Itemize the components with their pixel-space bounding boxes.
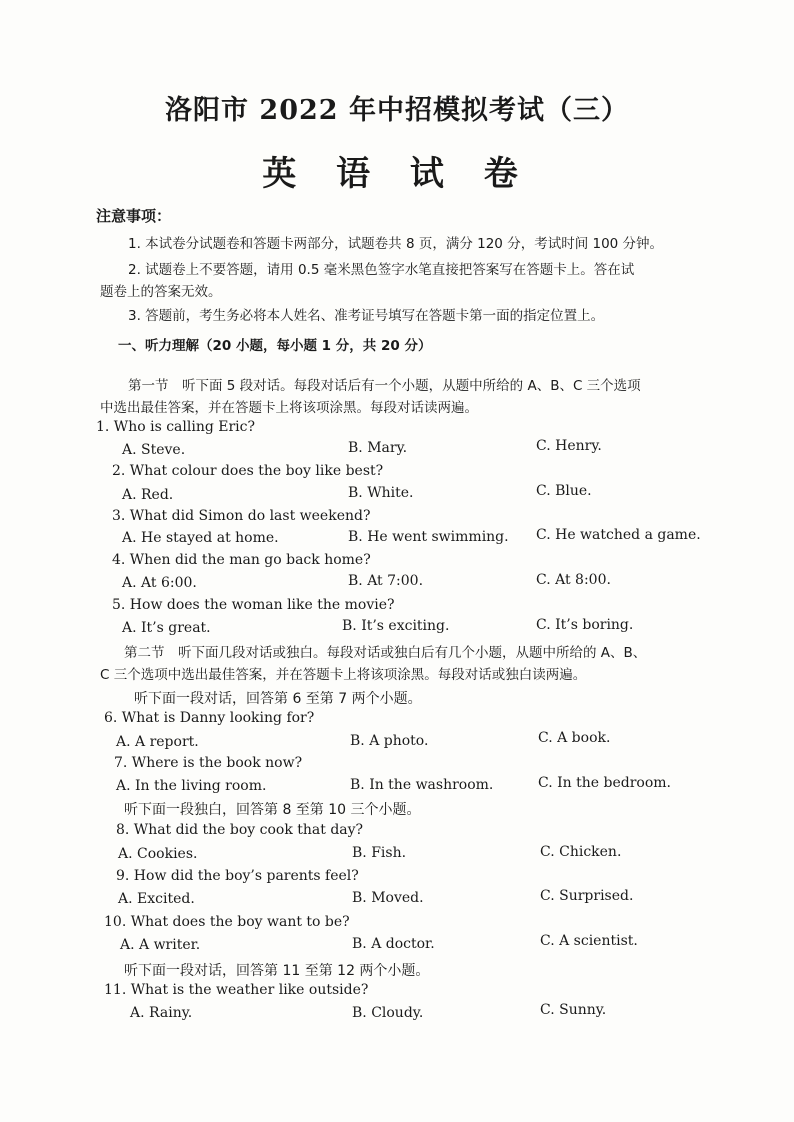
option-b: B. A photo. (350, 733, 429, 749)
option-a: A. Cookies. (118, 846, 198, 862)
notice-item: 3. 答题前，考生务必将本人姓名、准考证号填写在答题卡第一面的指定位置上。 (128, 308, 605, 324)
question: 3. What did Simon do last weekend? (112, 508, 371, 524)
question: 5. How does the woman like the movie? (112, 597, 395, 613)
option-c: C. He watched a game. (536, 527, 701, 543)
option-c: C. Chicken. (540, 844, 622, 860)
notice-item: 1. 本试卷分试题卷和答题卡两部分，试题卷共 8 页，满分 120 分，考试时间 100 分钟。 (128, 236, 664, 252)
option-a: A. Steve. (122, 442, 186, 458)
sub-intro: 听下面一段对话，回答第 6 至第 7 两个小题。 (134, 691, 422, 707)
option-c: C. A scientist. (540, 933, 638, 949)
option-b: B. A doctor. (352, 936, 435, 952)
option-b: B. He went swimming. (348, 529, 509, 545)
option-a: A. At 6:00. (122, 575, 197, 591)
part2-intro: C 三个选项中选出最佳答案，并在答题卡上将该项涂黑。每段对话或独白读两遍。 (100, 667, 587, 683)
part1-intro: 第一节 听下面 5 段对话。每段对话后有一个小题，从题中所给的 A、B、C 三个选项 (128, 378, 641, 394)
notice-heading: 注意事项： (96, 207, 172, 225)
question: 10. What does the boy want to be? (104, 914, 350, 930)
option-c: C. Henry. (536, 438, 602, 454)
option-c: C. Surprised. (540, 888, 634, 904)
sub-intro: 听下面一段独白，回答第 8 至第 10 三个小题。 (124, 802, 421, 818)
option-c: C. It’s boring. (536, 617, 634, 633)
option-a: A. A report. (116, 734, 199, 750)
option-a: A. A writer. (120, 937, 201, 953)
option-a: A. It’s great. (122, 620, 211, 636)
part1-intro: 中选出最佳答案，并在答题卡上将该项涂黑。每段对话读两遍。 (100, 400, 478, 416)
option-b: B. At 7:00. (348, 573, 424, 589)
option-b: B. Cloudy. (352, 1005, 424, 1021)
question: 1. Who is calling Eric? (96, 419, 255, 435)
notice-item: 题卷上的答案无效。 (100, 284, 222, 300)
question: 4. When did the man go back home? (112, 552, 371, 568)
question: 7. Where is the book now? (114, 755, 303, 771)
option-a: A. He stayed at home. (122, 530, 279, 546)
option-c: C. Blue. (536, 483, 592, 499)
section-title: 一、听力理解（20 小题，每小题 1 分，共 20 分） (118, 338, 432, 354)
question: 6. What is Danny looking for? (104, 710, 315, 726)
sub-intro: 听下面一段对话，回答第 11 至第 12 两个小题。 (124, 963, 430, 979)
option-b: B. Mary. (348, 440, 408, 456)
option-c: C. In the bedroom. (538, 775, 671, 791)
option-c: C. Sunny. (540, 1002, 607, 1018)
exam-subtitle: 英 语 试 卷 (262, 154, 532, 194)
question: 9. How did the boy’s parents feel? (116, 868, 359, 884)
option-b: B. In the washroom. (350, 777, 494, 793)
notice-item: 2. 试题卷上不要答题，请用 0.5 毫米黑色签字水笔直接把答案写在答题卡上。答在试 (128, 262, 635, 278)
question: 8. What did the boy cook that day? (116, 822, 364, 838)
option-c: C. A book. (538, 730, 611, 746)
option-a: A. Red. (122, 487, 174, 503)
option-b: B. White. (348, 485, 414, 501)
option-b: B. Fish. (352, 845, 407, 861)
option-a: A. Excited. (118, 891, 195, 907)
part2-intro: 第二节 听下面几段对话或独白。每段对话或独白后有几个小题，从题中所给的 A、B、 (124, 645, 647, 661)
option-b: B. It’s exciting. (342, 618, 450, 634)
question: 11. What is the weather like outside? (104, 982, 369, 998)
question: 2. What colour does the boy like best? (112, 463, 384, 479)
option-b: B. Moved. (352, 890, 424, 906)
exam-title: 洛阳市 2022 年中招模拟考试（三） (165, 95, 629, 126)
option-a: A. Rainy. (130, 1005, 193, 1021)
option-a: A. In the living room. (116, 778, 267, 794)
option-c: C. At 8:00. (536, 572, 611, 588)
